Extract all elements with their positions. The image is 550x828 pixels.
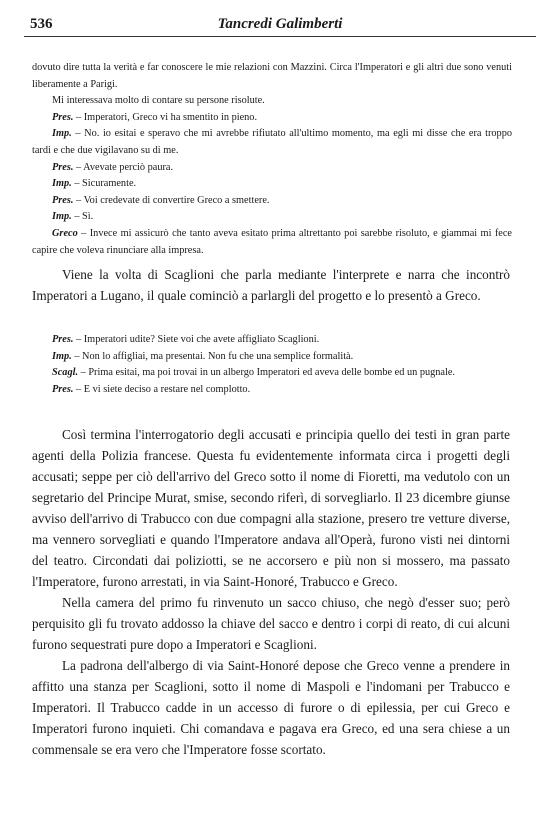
speaker-label: Pres. [52, 383, 74, 395]
dialogue-text: Mi interessava molto di contare su persone risolute. [52, 95, 265, 107]
body-paragraph: Viene la volta di Scaglioni che parla mediante l'interprete e narra che incontrò Imperatori a Lugano, il quale cominciò a parlargli del progetto e lo presentò a Greco. [32, 267, 510, 303]
narrative-block-2 [32, 424, 510, 760]
dialogue-text: – Sì. [71, 211, 94, 223]
speaker-label: Pres. [52, 161, 74, 173]
speaker-label: Pres. [52, 194, 74, 206]
narrative-block-1 [32, 264, 510, 306]
dialogue-line [32, 126, 512, 159]
body-paragraph: Così termina l'interrogatorio degli accusati e principia quello dei testi in gran parte agenti della Polizia francese. Questa fu evidentemente informata circa i progetti degli accusati; seppe per ciò dell'arrivo del Greco sotto il nome di Fioretti, ma vedutolo con un segretario del Principe Murat, smise, secondo riferì, di sorvegliarlo. Il 23 dicembre giunse avviso dell'arrivo di Trabucco con due compagni alla stazione, presero tre vetture diverse, ma vennero sorvegliati e quando l'Imperatore andava all'Operà, furono visti nei dintorni del teatro. Circondati dai poliziotti, se ne accorsero e più non si mossero, ma passato l'Imperatore, furono arrestati, in via Saint-Honoré, Trabucco e Greco. [32, 427, 510, 589]
dialogue-text: – Avevate perciò paura. [73, 161, 174, 173]
speaker-label: Imp. [52, 128, 72, 140]
dialogue-line [32, 365, 512, 382]
dialogue-line [32, 382, 512, 399]
dialogue-line [32, 110, 512, 127]
dialogue-line [32, 332, 512, 349]
dialogue-text: – Imperatori, Greco vi ha smentito in pieno. [73, 111, 258, 123]
dialogue-text: – Invece mi assicurò che tanto aveva esitato prima altrettanto poi sarebbe risoluto, e giammai mi fece capire che voleva rinunciare alla impresa. [32, 227, 512, 256]
dialogue-line [32, 209, 512, 226]
dialogue-text: – Sicuramente. [71, 178, 137, 190]
speaker-label: Imp. [52, 350, 72, 362]
speaker-label: Pres. [52, 334, 74, 345]
dialogue-text: – Imperatori udite? Siete voi che avete affigliato Scaglioni. [73, 334, 320, 345]
dialogue-text: – Non lo affigliai, ma presentai. Non fu che una semplice formalità. [71, 350, 354, 362]
speaker-label: Greco [52, 227, 78, 239]
dialogue-block-2 [32, 332, 512, 398]
dialogue-text: – Prima esitai, ma poi trovai in un albergo Imperatori ed aveva delle bombe ed un pugnale. [78, 367, 455, 379]
dialogue-line [32, 193, 512, 210]
dialogue-line [32, 176, 512, 193]
body-paragraph: La padrona dell'albergo di via Saint-Honoré depose che Greco venne a prendere in affitto una stanza per Scaglioni, sotto il nome di Maspoli e l'indomani per Trabucco e Imperatori. Il Trabucco cadde in un accesso di furore o di epilessia, per cui Greco e Imperatori furono inquieti. Chi comandava e pagava era Greco, ed una sera chiese a un commensale se era vero che l'Imperatore fosse scortato. [32, 658, 510, 757]
dialogue-line [32, 226, 512, 259]
speaker-label: Imp. [52, 178, 72, 190]
speaker-label: Scagl. [52, 367, 79, 379]
dialogue-block-1 [32, 60, 512, 259]
dialogue-text: – E vi siete deciso a restare nel complotto. [73, 383, 251, 395]
dialogue-line [32, 160, 512, 177]
dialogue-line [32, 93, 512, 110]
body-paragraph: Nella camera del primo fu rinvenuto un sacco chiuso, che negò d'esser suo; però perquisito gli fu trovato addosso la chiave del sacco e dentro i corpi di reato, di cui alcuni furono sequestrati pure dopo a Imperatori e Scaglioni. [32, 595, 510, 652]
dialogue-line [32, 349, 512, 366]
running-title: Tancredi Galimberti [217, 16, 343, 32]
page-header [24, 14, 536, 37]
dialogue-text: dovuto dire tutta la verità e far conoscere le mie relazioni con Mazzini. Circa l'Imperatori e gli altri due sono venuti liberamente a Parigi. [32, 62, 512, 90]
page-number: 536 [30, 16, 53, 32]
speaker-label: Pres. [52, 111, 74, 123]
dialogue-text: – No. io esitai e speravo che mi avrebbe rifiutato all'ultimo momento, ma egli mi disse che era troppo tardi e che due vigilavano su di me. [32, 128, 512, 156]
dialogue-text: – Voi credevate di convertire Greco a smettere. [73, 194, 270, 206]
speaker-label: Imp. [52, 211, 72, 223]
dialogue-line [32, 60, 512, 93]
